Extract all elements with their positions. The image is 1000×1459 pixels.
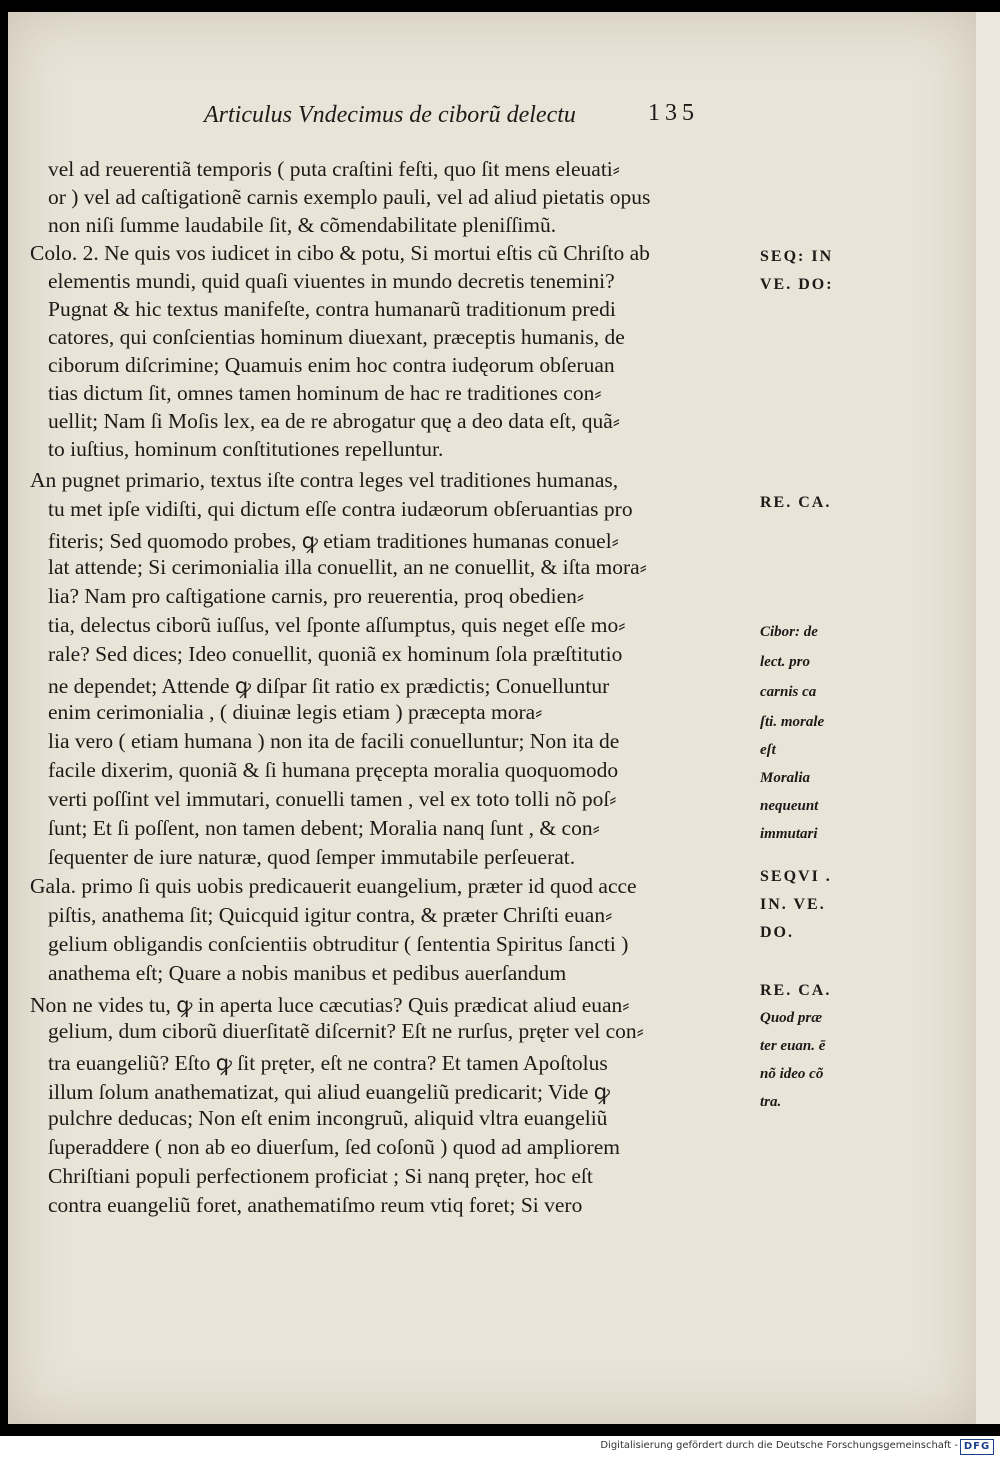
body-line: tu met ipſe vidiſti, qui dictum eſſe contra iudæorum obſeruantias pro bbox=[48, 497, 633, 521]
body-line: gelium obligandis conſcientiis obtruditur ( ſententia Spiritus ſancti ) bbox=[48, 932, 629, 956]
body-line: tias dictum ſit, omnes tamen hominum de hac re traditiones con⸗ bbox=[48, 381, 602, 405]
body-line: tra euangeliũ? Eſto ꝙ ſit pręter, eſt ne contra? Et tamen Apoſtolus bbox=[48, 1051, 608, 1075]
margin-note: tra. bbox=[760, 1094, 782, 1110]
margin-note: Moralia bbox=[760, 770, 811, 786]
body-line: anathema eſt; Quare a nobis manibus et pedibus auerſandum bbox=[48, 961, 567, 985]
footer-bar bbox=[0, 1436, 1000, 1459]
body-line: elementis mundi, quid quaſi viuentes in mundo decretis tenemini? bbox=[48, 269, 615, 293]
body-line: ſuperaddere ( non ab eo diuerſum, ſed coſonũ ) quod ad ampliorem bbox=[48, 1135, 620, 1159]
page-number: 135 bbox=[648, 100, 699, 126]
body-line: uellit; Nam ſi Moſis lex, ea de re abrogatur quę a deo data eſt, quã⸗ bbox=[48, 409, 620, 433]
body-line: ſunt; Et ſi poſſent, non tamen debent; Moralia nanq ſunt , & con⸗ bbox=[48, 816, 600, 840]
body-line: lat attende; Si cerimonialia illa conuellit, an ne conuellit, & iſta mora⸗ bbox=[48, 555, 647, 579]
margin-note: ſti. morale bbox=[760, 714, 825, 730]
body-line: Non ne vides tu, ꝙ in aperta luce cæcutias? Quis prædicat aliud euan⸗ bbox=[30, 993, 630, 1017]
margin-note: lect. pro bbox=[760, 654, 810, 670]
margin-note: RE. CA. bbox=[760, 982, 832, 999]
body-line: ne dependet; Attende ꝙ diſpar ſit ratio ex prædictis; Conuelluntur bbox=[48, 674, 610, 698]
margin-note: ter euan. ē bbox=[760, 1038, 826, 1054]
body-line: pulchre deducas; Non eſt enim incongruũ, aliquid vltra euangeliũ bbox=[48, 1106, 608, 1130]
body-line: or ) vel ad caſtigationẽ carnis exemplo pauli, vel ad aliud pietatis opus bbox=[48, 185, 651, 209]
book-page bbox=[8, 12, 976, 1424]
body-line: Chriſtiani populi perfectionem proficiat ; Si nanq pręter, hoc eſt bbox=[48, 1164, 593, 1188]
body-line: tia, delectus ciborũ iuſſus, vel ſponte aſſumptus, quis neget eſſe mo⸗ bbox=[48, 613, 626, 637]
body-line: ciborum diſcrimine; Quamuis enim hoc contra iudęorum obſeruan bbox=[48, 353, 615, 377]
body-line: Gala. primo ſi quis uobis predicauerit euangelium, præter id quod acce bbox=[30, 874, 637, 898]
margin-note: IN. VE. bbox=[760, 896, 826, 913]
body-line: fiteris; Sed quomodo probes, ꝙ etiam traditiones humanas conuel⸗ bbox=[48, 529, 619, 553]
page-edge-strip bbox=[976, 12, 1000, 1424]
body-line: rale? Sed dices; Ideo conuellit, quoniã ex hominum ſola præſtitutio bbox=[48, 642, 623, 666]
body-line: contra euangeliũ foret, anathematiſmo reum vtiq foret; Si vero bbox=[48, 1193, 583, 1217]
body-line: Colo. 2. Ne quis vos iudicet in cibo & potu, Si mortui eſtis cũ Chriſto ab bbox=[30, 241, 650, 265]
body-line: lia? Nam pro caſtigatione carnis, pro reuerentia, proq obedien⸗ bbox=[48, 584, 585, 608]
margin-note: SEQ: IN bbox=[760, 248, 834, 265]
margin-note: nequeunt bbox=[760, 798, 819, 814]
body-line: enim cerimonialia , ( diuinæ legis etiam ) præcepta mora⸗ bbox=[48, 700, 543, 724]
body-line: Pugnat & hic textus manifeſte, contra humanarũ traditionum predi bbox=[48, 297, 616, 321]
body-line: lia vero ( etiam humana ) non ita de facili conuelluntur; Non ita de bbox=[48, 729, 620, 753]
body-line: to iuſtius, hominum conſtitutiones repelluntur. bbox=[48, 437, 444, 461]
margin-note: nõ ideo cõ bbox=[760, 1066, 824, 1082]
body-line: vel ad reuerentiã temporis ( puta craſtini feſti, quo ſit mens eleuati⸗ bbox=[48, 157, 620, 181]
margin-note: RE. CA. bbox=[760, 494, 832, 511]
body-line: illum ſolum anathematizat, qui aliud euangeliũ predicarit; Vide ꝙ bbox=[48, 1080, 610, 1104]
margin-note: eſt bbox=[760, 742, 776, 758]
margin-note: immutari bbox=[760, 826, 818, 842]
margin-note: DO. bbox=[760, 924, 794, 941]
body-line: An pugnet primario, textus iſte contra leges vel traditiones humanas, bbox=[30, 468, 619, 492]
body-line: catores, qui conſcientias hominum diuexant, præceptis humanis, de bbox=[48, 325, 625, 349]
body-line: ſequenter de iure naturæ, quod ſemper immutabile perſeuerat. bbox=[48, 845, 576, 869]
margin-note: VE. DO: bbox=[760, 276, 834, 293]
body-line: verti poſſint vel immutari, conuelli tamen , vel ex toto tolli nõ poſ⸗ bbox=[48, 787, 617, 811]
body-line: gelium, dum ciborũ diuerſitatẽ diſcernit? Eſt ne rurſus, pręter vel con⸗ bbox=[48, 1019, 644, 1043]
margin-note: SEQVI . bbox=[760, 868, 832, 885]
footer-credit: Digitalisierung gefördert durch die Deutsche Forschungsgemeinschaft - bbox=[600, 1440, 958, 1451]
margin-note: Cibor: de bbox=[760, 624, 818, 640]
body-line: non niſi ſumme laudabile ſit, & cõmendabilitate pleniſſimũ. bbox=[48, 213, 557, 237]
dfg-logo: DFG bbox=[960, 1439, 994, 1455]
margin-note: carnis ca bbox=[760, 684, 817, 700]
body-line: facile dixerim, quoniã & ſi humana pręcepta moralia quoquomodo bbox=[48, 758, 619, 782]
body-line: piſtis, anathema ſit; Quicquid igitur contra, & præter Chriſti euan⸗ bbox=[48, 903, 613, 927]
running-head: Articulus Vndecimus de ciborũ delectu bbox=[204, 102, 576, 128]
margin-note: Quod præ bbox=[760, 1010, 823, 1026]
